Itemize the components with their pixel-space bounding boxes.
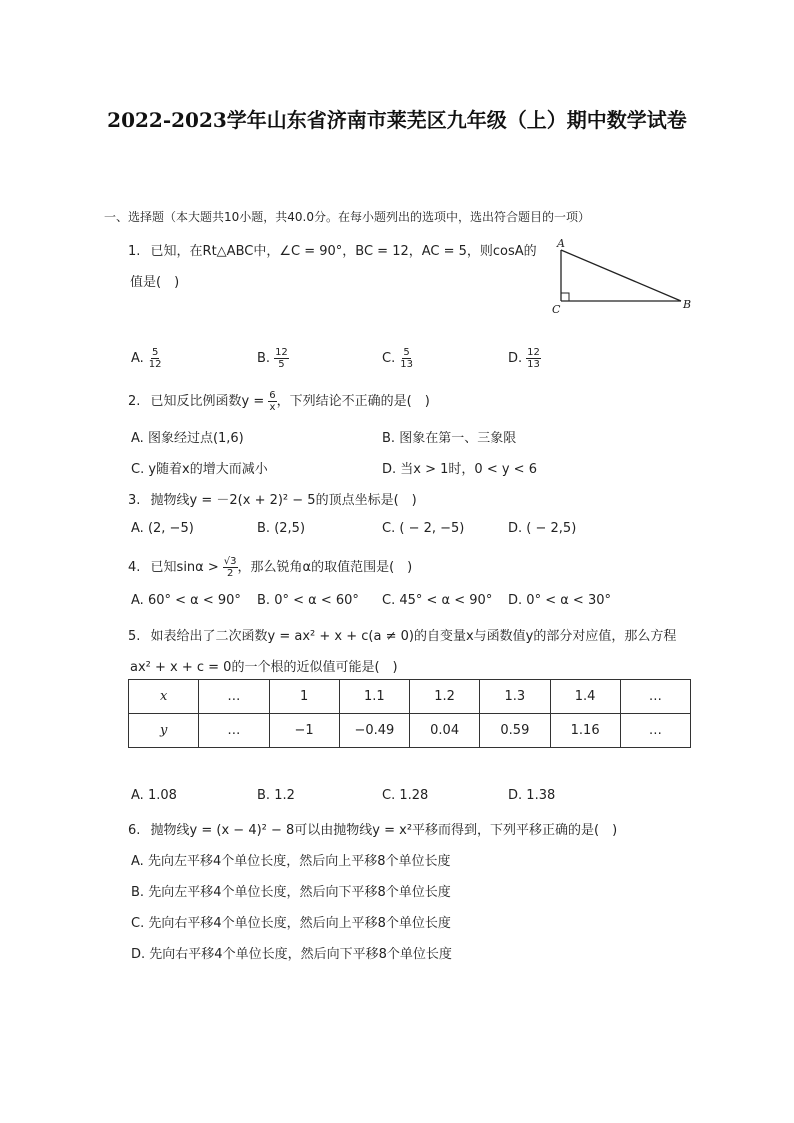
denominator: 12: [148, 359, 162, 370]
option-text: 当x > 1时，0 < y < 6: [400, 462, 537, 477]
option-a[interactable]: [131, 788, 177, 803]
table-cell: 1.1: [339, 680, 409, 714]
option-label: D.: [508, 788, 523, 803]
option-a[interactable]: [131, 593, 241, 608]
question-4-stem: [128, 556, 412, 579]
option-text: 先向右平移4个单位长度，然后向上平移8个单位长度: [148, 916, 451, 931]
table-cell: 1.16: [550, 714, 620, 748]
question-text: 如表给出了二次函数y = ax² + x + c(a ≠ 0)的自变量x与函数值y的部分对应值，那么方程: [150, 629, 677, 644]
option-text: y随着x的增大而减小: [148, 462, 268, 477]
denominator: 5: [278, 359, 285, 370]
vertex-label-c: C: [552, 303, 561, 314]
question-number: 1.: [128, 244, 141, 259]
question-number: 5.: [128, 629, 141, 644]
fraction: [223, 556, 238, 579]
option-text: 0° < α < 60°: [274, 593, 359, 608]
numerator: 12: [527, 347, 540, 358]
question-number: 3.: [128, 493, 141, 508]
vertex-label-a: A: [557, 237, 565, 250]
option-c[interactable]: [382, 788, 428, 803]
option-label: A.: [131, 431, 144, 446]
option-text: (2,5): [274, 521, 306, 536]
option-label: C.: [382, 521, 396, 536]
option-label: A.: [131, 788, 144, 803]
option-text: 1.08: [147, 788, 177, 803]
option-d[interactable]: [508, 788, 555, 803]
question-number: 2.: [128, 394, 141, 409]
fraction: [526, 347, 541, 370]
option-c[interactable]: [382, 347, 414, 370]
option-c[interactable]: [131, 458, 268, 477]
table-cell: −1: [269, 714, 339, 748]
option-b[interactable]: [257, 788, 295, 803]
option-label: B.: [257, 351, 271, 366]
table-cell: 1.2: [410, 680, 480, 714]
denominator: 13: [527, 359, 540, 370]
option-text: 先向右平移4个单位长度，然后向下平移8个单位长度: [149, 947, 452, 962]
vertex-label-b: B: [683, 298, 692, 311]
option-label: D.: [508, 521, 523, 536]
option-text: 1.2: [274, 788, 295, 803]
question-text: 已知sinα >: [150, 560, 219, 575]
option-text: ( − 2,5): [526, 521, 577, 536]
option-b[interactable]: [257, 593, 359, 608]
fraction: [274, 347, 289, 370]
option-a[interactable]: [131, 347, 163, 370]
option-text: 图象经过点(1,6): [147, 431, 244, 446]
numerator: 6: [269, 390, 276, 401]
numerator: 12: [275, 347, 288, 358]
option-c[interactable]: [131, 912, 451, 931]
option-text: 先向左平移4个单位长度，然后向上平移8个单位长度: [147, 854, 451, 869]
option-d[interactable]: [508, 347, 541, 370]
option-d[interactable]: [508, 593, 611, 608]
option-text: 0° < α < 30°: [526, 593, 611, 608]
option-label: C.: [382, 593, 396, 608]
option-label: C.: [131, 462, 145, 477]
fraction: [399, 347, 414, 370]
question-text: 抛物线y = －2(x + 2)² − 5的顶点坐标是( ): [150, 493, 417, 508]
option-text: 60° < α < 90°: [147, 593, 241, 608]
numerator: √3: [223, 556, 237, 567]
option-label: D.: [508, 593, 523, 608]
section-heading: 一、选择题（本大题共10小题，共40.0分。在每小题列出的选项中，选出符合题目的一项）: [104, 210, 590, 224]
denominator: 13: [400, 359, 413, 370]
fraction: [148, 347, 163, 370]
option-label: D.: [131, 947, 146, 962]
option-d[interactable]: [131, 943, 452, 962]
table-cell: x: [129, 680, 199, 714]
option-text: 45° < α < 90°: [399, 593, 493, 608]
table-cell: 1.4: [550, 680, 620, 714]
question-number: 4.: [128, 560, 141, 575]
option-b[interactable]: [257, 521, 305, 536]
option-b[interactable]: [131, 881, 451, 900]
question-2-stem: [128, 390, 430, 413]
numerator: 5: [403, 347, 410, 358]
question-text: 已知反比例函数y =: [150, 394, 265, 409]
option-label: A.: [131, 593, 144, 608]
table-cell: …: [620, 714, 690, 748]
option-text: ( − 2, −5): [399, 521, 465, 536]
option-label: C.: [131, 916, 145, 931]
question-text: 已知，在Rt△ABC中，∠C = 90°，BC = 12，AC = 5，则cosA的: [150, 244, 537, 259]
option-a[interactable]: [131, 850, 450, 869]
option-label: C.: [382, 351, 396, 366]
table-cell: …: [199, 680, 269, 714]
numerator: 5: [151, 347, 159, 358]
fraction: [268, 390, 276, 413]
option-a[interactable]: [131, 521, 194, 536]
option-text: 1.28: [399, 788, 429, 803]
option-label: A.: [131, 351, 144, 366]
option-label: B.: [257, 788, 271, 803]
page-title: 2022-2023学年山东省济南市莱芜区九年级（上）期中数学试卷: [107, 108, 687, 132]
question-text: 抛物线y = (x − 4)² − 8可以由抛物线y = x²平移而得到，下列平移正确的是( ): [150, 823, 618, 838]
option-a[interactable]: [131, 427, 244, 446]
option-label: B.: [257, 593, 271, 608]
table-cell: 1: [269, 680, 339, 714]
option-label: B.: [257, 521, 271, 536]
question-text: ，那么锐角α的取值范围是( ): [237, 560, 413, 575]
option-text: 图象在第一、三象限: [399, 431, 517, 446]
denominator: 2: [226, 568, 234, 579]
table-cell: 0.59: [480, 714, 550, 748]
value-table: [128, 679, 691, 748]
question-6-stem: [128, 819, 617, 838]
right-triangle-figure: [545, 234, 695, 314]
option-label: B.: [382, 431, 396, 446]
option-text: 1.38: [526, 788, 556, 803]
table-row: [129, 680, 691, 714]
option-label: B.: [131, 885, 145, 900]
table-row: [129, 714, 691, 748]
question-1-stem-line2: 值是( ): [130, 275, 180, 290]
question-5-stem-line2: ax² + x + c = 0的一个根的近似值可能是( ): [130, 660, 398, 675]
option-label: D.: [382, 462, 397, 477]
option-b[interactable]: [382, 427, 516, 446]
option-text: (2, −5): [147, 521, 194, 536]
table-cell: …: [620, 680, 690, 714]
table-cell: −0.49: [339, 714, 409, 748]
option-d[interactable]: [508, 521, 576, 536]
table-cell: y: [129, 714, 199, 748]
option-c[interactable]: [382, 593, 492, 608]
option-d[interactable]: [382, 458, 537, 477]
option-label: C.: [382, 788, 396, 803]
denominator: x: [269, 402, 276, 413]
question-number: 6.: [128, 823, 141, 838]
option-label: D.: [508, 351, 523, 366]
question-3-stem: [128, 489, 417, 508]
option-text: 先向左平移4个单位长度，然后向下平移8个单位长度: [148, 885, 451, 900]
option-label: A.: [131, 521, 144, 536]
question-1-stem: [128, 240, 537, 259]
question-5-stem: [128, 625, 676, 644]
option-label: A.: [131, 854, 144, 869]
table-cell: 0.04: [410, 714, 480, 748]
option-c[interactable]: [382, 521, 464, 536]
option-b[interactable]: [257, 347, 289, 370]
table-cell: …: [199, 714, 269, 748]
question-text: ，下列结论不正确的是( ): [276, 394, 430, 409]
table-cell: 1.3: [480, 680, 550, 714]
